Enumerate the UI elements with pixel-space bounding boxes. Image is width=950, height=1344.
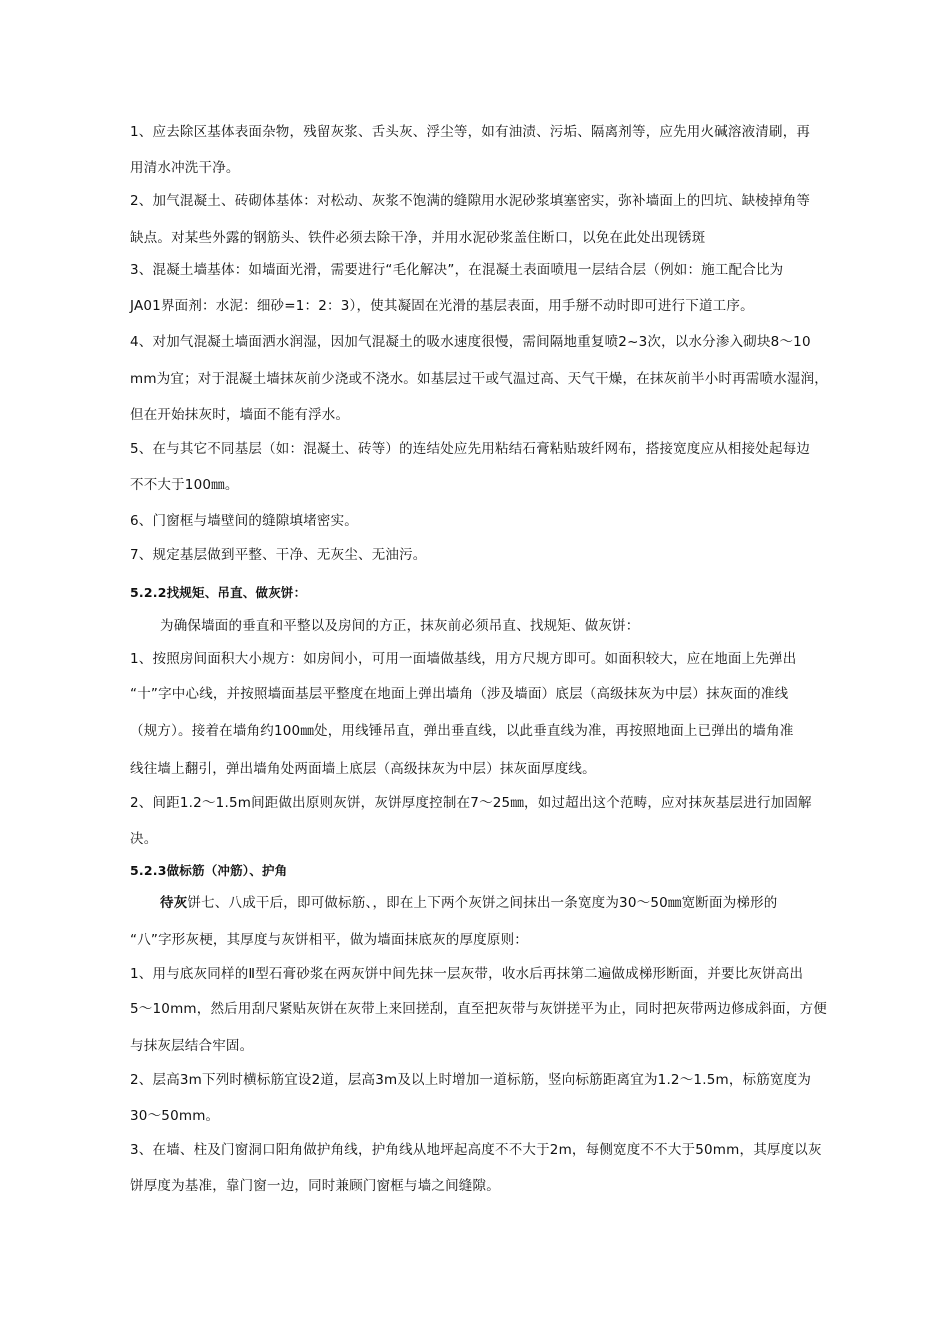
text-line: 与抹灰层结合牢固。 [130,1038,254,1054]
text-line: 6、门窗框与墙壁间的缝隙填堵密实。 [130,513,358,529]
text-line [160,894,778,912]
text-line: 2、层高3m下列时横标筋宜设2道，层高3m及以上时增加一道标筋，竖向标筋距离宜为1.2～1.5m，标筋宽度为 [130,1072,812,1088]
text-line: （规方）。接着在墙角约100㎜处，用线锤吊直，弹出垂直线，以此垂直线为准，再按照地面上已弹出的墙角准 [130,723,794,739]
text-line: 4、对加气混凝土墙面洒水润湿，因加气混凝土的吸水速度很慢，需间隔地重复喷2~3次，以水分渗入砌块8～10 [130,334,811,350]
text-line: 不不大于100㎜。 [130,477,239,493]
text-line: 3、混凝土墙基体：如墙面光滑，需要进行“毛化解决”，在混凝土表面喷甩一层结合层（例如：施工配合比为 [130,262,784,278]
text-line: 5、在与其它不同基层（如：混凝土、砖等）的连结处应先用粘结石膏粘贴玻纤网布，搭接宽度应从相接处起每边 [130,441,811,457]
text-line: “十”字中心线，并按照墙面基层平整度在地面上弹出墙角（涉及墙面）底层（高级抹灰为中层）抹灰面的准线 [130,686,789,702]
text-line: 2、加气混凝土、砖砌体基体：对松动、灰浆不饱满的缝隙用水泥砂浆填塞密实，弥补墙面上的凹坑、缺棱掉角等 [130,193,811,209]
text-span: 饼七、八成干后，即可做标筋、，即在上下两个灰饼之间抹出一条宽度为30～50㎜宽断面为梯形的 [187,895,778,911]
text-line: 3、在墙、柱及门窗洞口阳角做护角线，护角线从地坪起高度不不大于2m，每侧宽度不不大于50mm，其厚度以灰 [130,1142,822,1158]
section-heading: 5.2.3做标筋（冲筋）、护角 [130,863,288,878]
text-line: “八”字形灰梗，其厚度与灰饼相平，做为墙面抹底灰的厚度原则： [130,932,528,948]
text-line: 用清水冲洗干净。 [130,160,240,176]
text-line: 决。 [130,831,158,847]
bold-lead-text: 待灰 [160,895,188,911]
text-line: 为确保墙面的垂直和平整以及房间的方正，抹灰前必须吊直、找规矩、做灰饼： [160,618,640,634]
text-line: 2、间距1.2～1.5m间距做出原则灰饼，灰饼厚度控制在7～25㎜，如过超出这个范畴，应对抹灰基层进行加固解 [130,795,812,811]
text-line: 缺点。对某些外露的钢筋头、铁件必须去除干净，并用水泥砂浆盖住断口，以免在此处出现锈斑 [130,230,706,246]
text-line: 1、应去除区基体表面杂物，残留灰浆、舌头灰、浮尘等，如有油渍、污垢、隔离剂等，应先用火碱溶液清刷，再 [130,124,811,140]
text-line: 饼厚度为基准，靠门窗一边，同时兼顾门窗框与墙之间缝隙。 [130,1178,500,1194]
text-line: mm为宜；对于混凝土墙抹灰前少浇或不浇水。如基层过干或气温过高、天气干燥，在抹灰前半小时再需喷水湿润， [130,371,828,387]
section-heading: 5.2.2找规矩、吊直、做灰饼： [130,585,307,600]
text-line: 5～10mm，然后用刮尺紧贴灰饼在灰带上来回搓刮，直至把灰带与灰饼搓平为止，同时把灰带两边修成斜面，方便 [130,1001,827,1017]
text-line: 30～50mm。 [130,1108,220,1124]
text-line: JA01界面剂：水泥：细砂=1：2：3），使其凝固在光滑的基层表面，用手掰不动时即可进行下道工序。 [130,298,754,314]
text-line: 1、用与底灰同样的Ⅱ型石膏砂浆在两灰饼中间先抹一层灰带，收水后再抹第二遍做成梯形断面，并要比灰饼高出 [130,966,804,982]
text-line: 7、规定基层做到平整、干净、无灰尘、无油污。 [130,547,427,563]
text-line: 1、按照房间面积大小规方：如房间小，可用一面墙做基线，用方尺规方即可。如面积较大，应在地面上先弹出 [130,651,797,667]
text-line: 但在开始抹灰时，墙面不能有浮水。 [130,407,350,423]
text-line: 线往墙上翻引，弹出墙角处两面墙上底层（高级抹灰为中层）抹灰面厚度线。 [130,761,596,777]
